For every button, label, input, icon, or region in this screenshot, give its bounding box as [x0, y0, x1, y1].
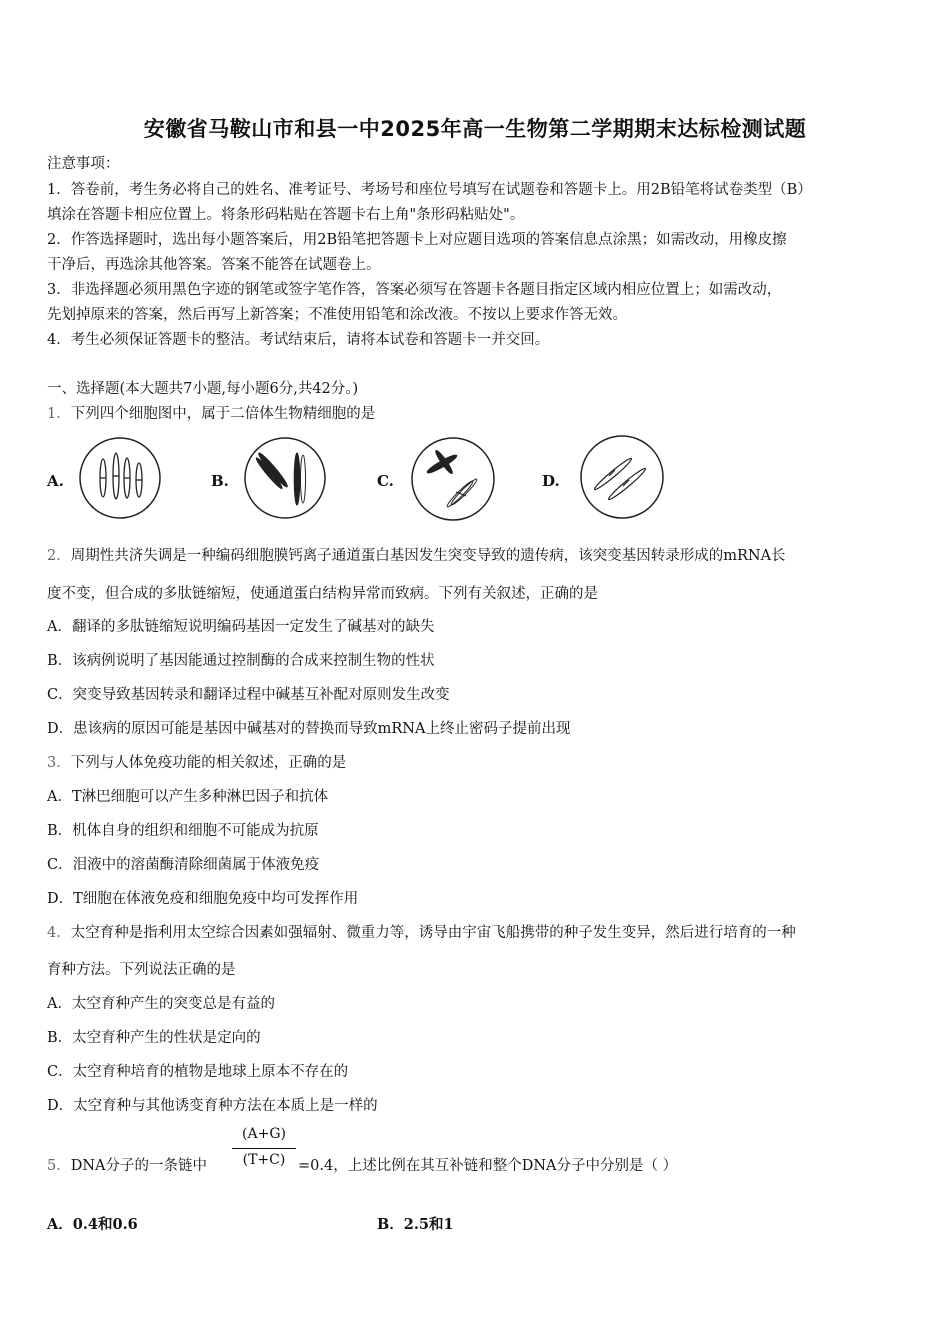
fraction-bar: [232, 1148, 296, 1149]
question-5: [47, 1154, 207, 1175]
q1-option-a-label: A.: [47, 472, 64, 490]
q4-option-c: C．太空育种培育的植物是地球上原本不存在的: [47, 1064, 349, 1080]
notice-line: 4．考生必须保证答题卡的整洁。考试结束后，请将本试卷和答题卡一并交回。: [47, 332, 550, 348]
notice-line: 先划掉原来的答案，然后再写上新答案；不准使用铅笔和涂改液。不按以上要求作答无效。: [47, 307, 627, 323]
q4-option-a: A．太空育种产生的突变总是有益的: [47, 996, 275, 1012]
section-heading: 一、选择题(本大题共7小题,每小题6分,共42分。): [47, 381, 359, 397]
cell-diagram-c: [410, 436, 496, 522]
q5-option-a: A．0.4和0.6: [47, 1216, 138, 1233]
q1-option-d-label: D.: [542, 472, 560, 490]
question-number: 2．: [47, 548, 71, 564]
q2-option-b: B．该病例说明了基因能通过控制酶的合成来控制生物的性状: [47, 653, 435, 669]
notice-line: 填涂在答题卡相应位置上。将条形码粘贴在答题卡右上角"条形码粘贴处"。: [47, 207, 525, 223]
cell-diagram-d: [579, 434, 665, 520]
question-stem: 下列四个细胞图中，属于二倍体生物精细胞的是: [70, 406, 376, 422]
q2-option-c: C．突变导致基因转录和翻译过程中碱基互补配对原则发生改变: [47, 687, 450, 703]
question-number: 5．: [47, 1158, 71, 1174]
question-stem: 太空育种是指利用太空综合因素如强辐射、微重力等，诱导由宇宙飞船携带的种子发生变异，然后进行培育的一种: [70, 925, 796, 941]
question-number: 1．: [47, 406, 71, 422]
q2-option-a: A．翻译的多肽链缩短说明编码基因一定发生了碱基对的缺失: [47, 619, 435, 635]
q3-option-c: C．泪液中的溶菌酶清除细菌属于体液免疫: [47, 857, 320, 873]
question-number: 3．: [47, 755, 71, 771]
q3-option-d: D．T细胞在体液免疫和细胞免疫中均可发挥作用: [47, 891, 359, 907]
question-stem-continued: =0.4，上述比例在其互补链和整个DNA分子中分别是（ ）: [298, 1158, 678, 1174]
q1-option-b-label: B.: [211, 472, 229, 490]
question-3: [47, 751, 346, 772]
q4-option-b: B．太空育种产生的性状是定向的: [47, 1030, 261, 1046]
question-stem: 下列与人体免疫功能的相关叙述，正确的是: [70, 755, 347, 771]
question-stem-continued: 度不变，但合成的多肽链缩短，使通道蛋白结构异常而致病。下列有关叙述，正确的是: [47, 586, 598, 602]
q4-option-d: D．太空育种与其他诱变育种方法在本质上是一样的: [47, 1098, 378, 1114]
fraction-numerator: (A+G): [242, 1126, 286, 1142]
notice-line: 2．作答选择题时，选出每小题答案后，用2B铅笔把答题卡上对应题目选项的答案信息点涂黑；如需改动，用橡皮擦: [47, 232, 787, 248]
q5-option-b: B．2.5和1: [377, 1216, 454, 1233]
question-4: [47, 921, 796, 942]
question-number: 4．: [47, 925, 71, 941]
q1-option-c-label: C.: [377, 472, 394, 490]
cell-diagram-a: [78, 436, 162, 520]
fraction-denominator: (T+C): [242, 1152, 286, 1168]
cell-diagram-b: [243, 436, 327, 520]
question-2: [47, 544, 786, 565]
question-stem: 周期性共济失调是一种编码细胞膜钙离子通道蛋白基因发生突变导致的遗传病，该突变基因转录形成的mRNA长: [70, 548, 786, 564]
notice-line: 1．答卷前，考生务必将自己的姓名、准考证号、考场号和座位号填写在试题卷和答题卡上。用2B铅笔将试卷类型（B）: [47, 182, 812, 198]
question-stem: DNA分子的一条链中: [70, 1158, 208, 1174]
question-stem-continued: 育种方法。下列说法正确的是: [47, 962, 236, 978]
q3-option-b: B．机体自身的组织和细胞不可能成为抗原: [47, 823, 319, 839]
question-1: [47, 402, 375, 423]
notice-line: 3．非选择题必须用黑色字迹的钢笔或签字笔作答，答案必须写在答题卡各题目指定区域内相应位置上；如需改动，: [47, 282, 782, 298]
notice-line: 干净后，再选涂其他答案。答案不能答在试题卷上。: [47, 257, 381, 273]
page-title: 安徽省马鞍山市和县一中2025年高一生物第二学期期末达标检测试题: [143, 117, 807, 141]
q3-option-a: A．T淋巴细胞可以产生多种淋巴因子和抗体: [47, 789, 329, 805]
notice-heading: 注意事项：: [47, 156, 120, 172]
q2-option-d: D．患该病的原因可能是基因中碱基对的替换而导致mRNA上终止密码子提前出现: [47, 721, 571, 737]
